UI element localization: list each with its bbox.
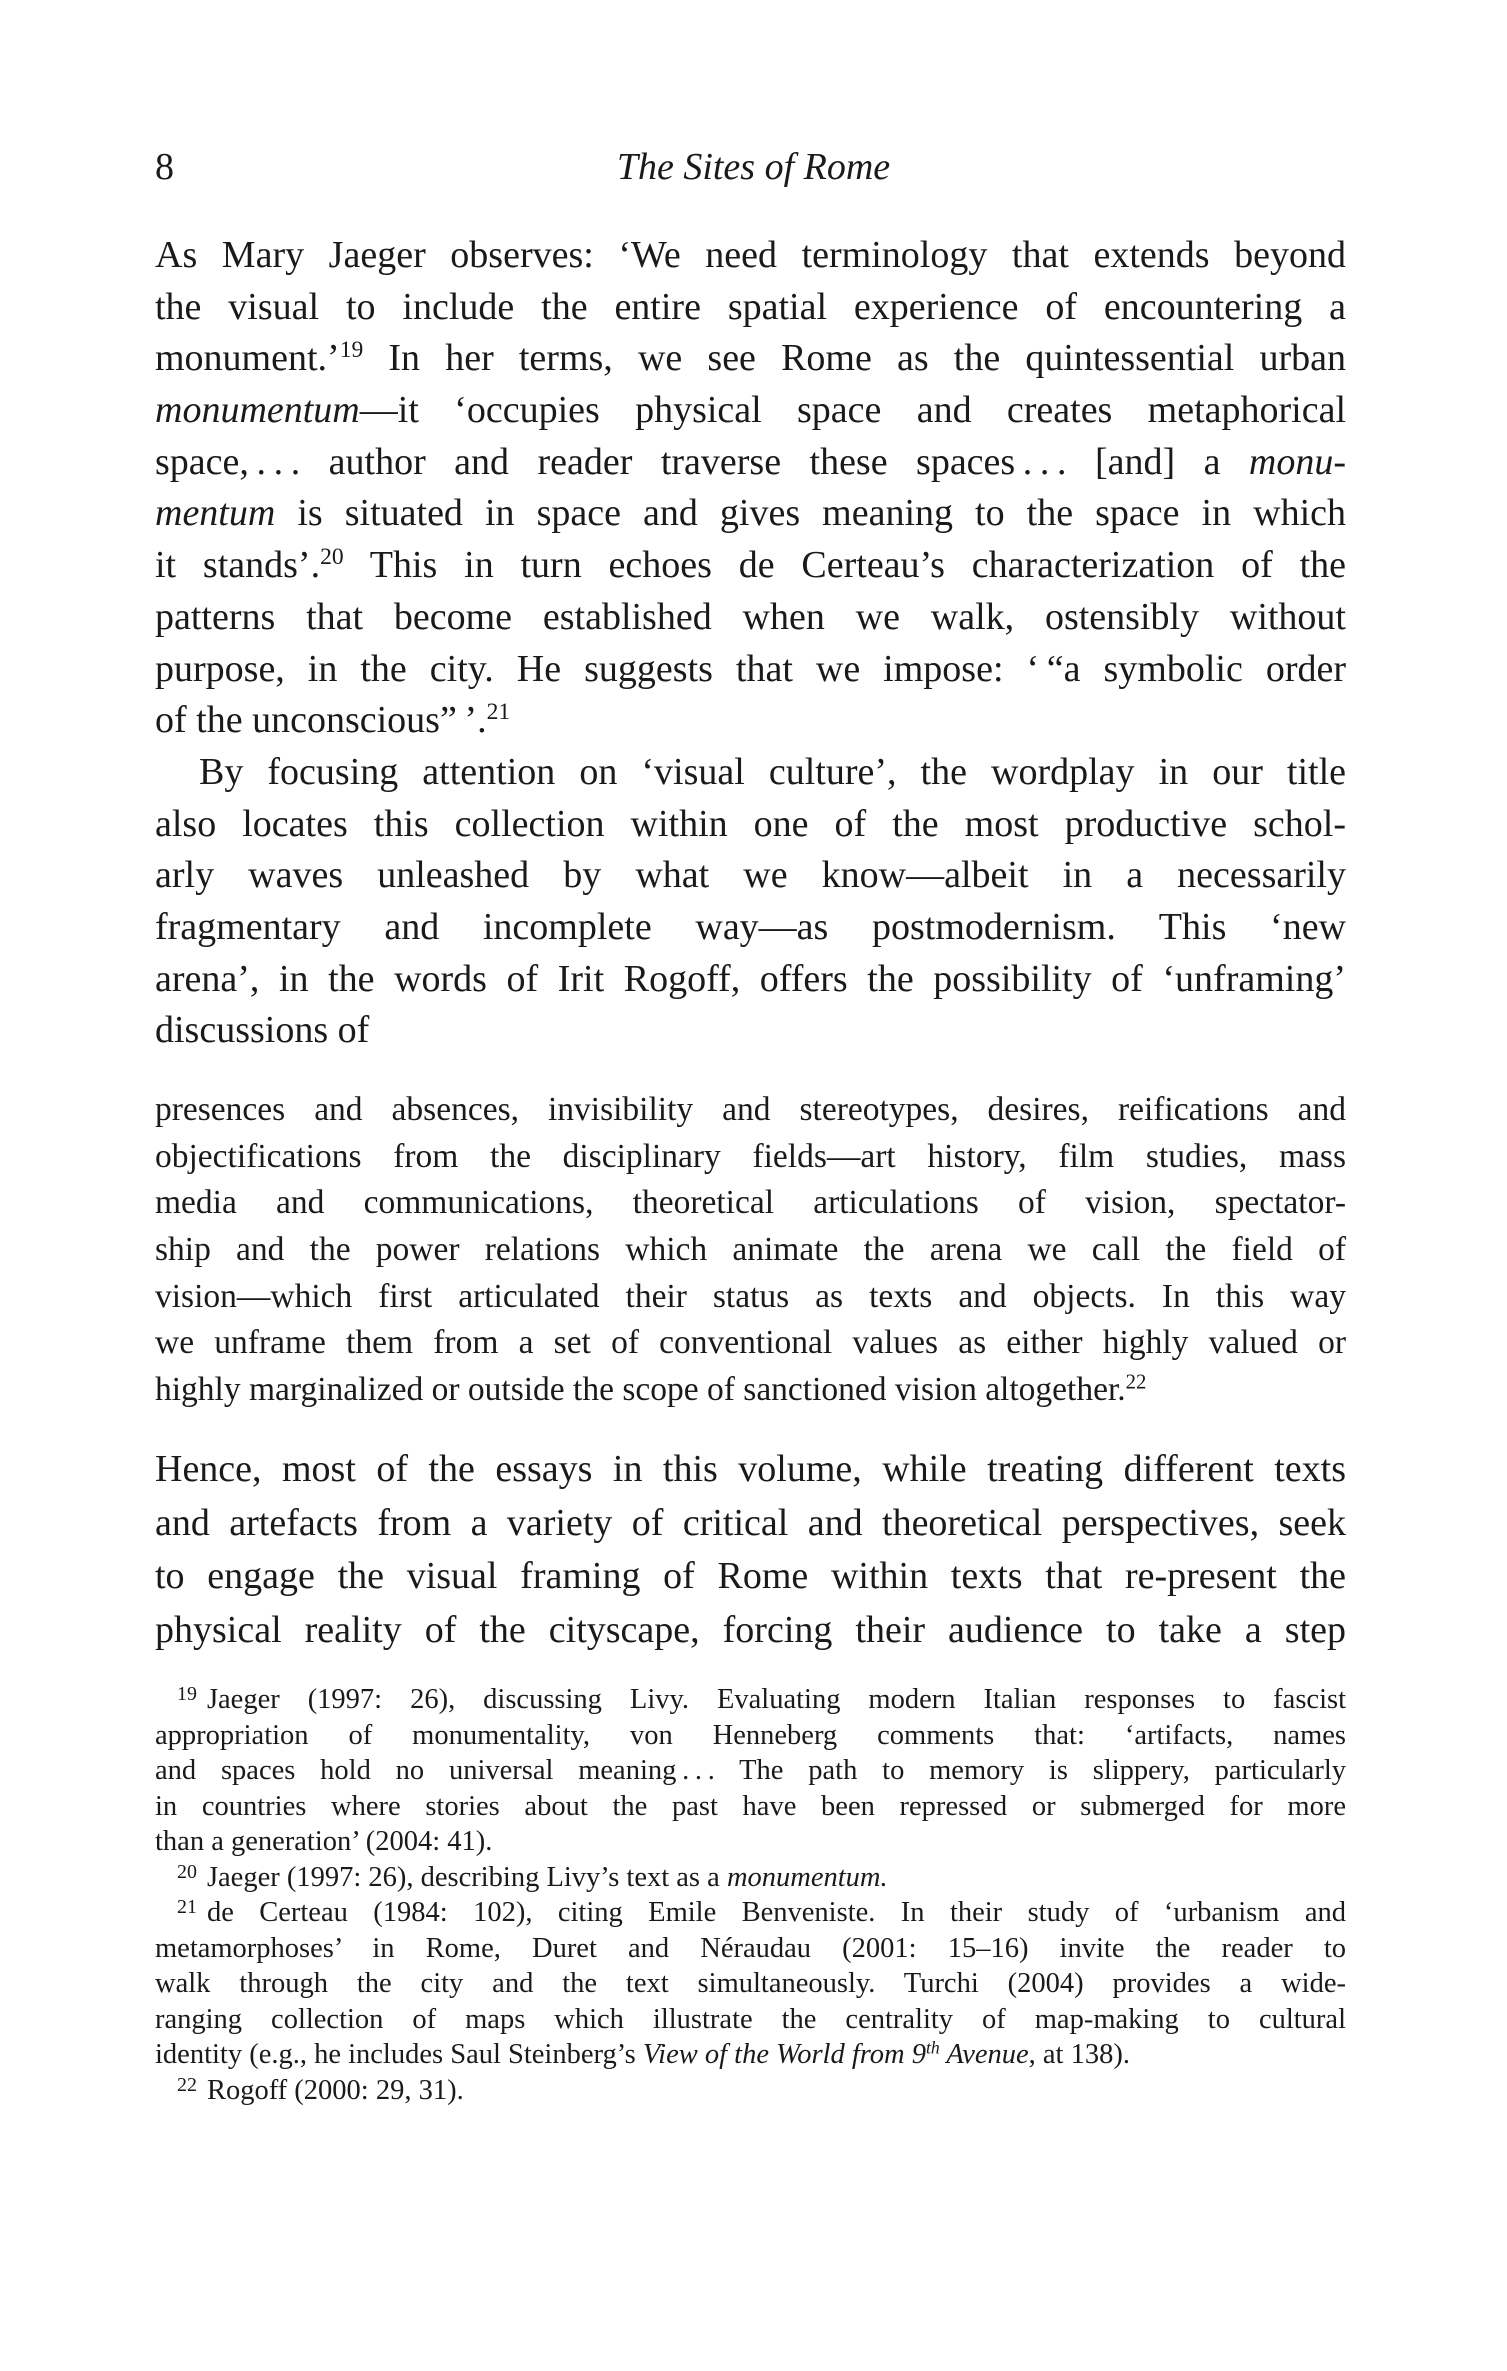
text-run: space, . . . author and reader traverse these spaces . . . [and] a [155,440,1249,483]
text-line [155,1274,1346,1321]
text-line [155,747,1346,799]
text-line [155,2002,1346,2038]
footnote-22 [155,2073,1346,2109]
text-line [155,902,1346,954]
footnote-ref: 20 [320,544,344,571]
text-line [155,1895,1346,1931]
text-run: Rogoff (2000: 29, 31). [206,2074,464,2106]
text-run: monumentum. [726,1861,888,1893]
text-line [155,1227,1346,1274]
text-run: patterns that become established when we walk, ostensibly without [155,595,1346,638]
text-line [155,1320,1346,1367]
text-run: identity (e.g., he includes Saul Steinberg’s [155,2039,643,2070]
footnote-ref: 21 [486,699,511,726]
footnote-19 [155,1682,1346,1860]
block-quote [155,1087,1346,1414]
text-line [155,1134,1346,1181]
paragraph-1 [155,230,1346,747]
footnote-number: 20 [177,1860,197,1883]
text-run: monumentum [155,389,360,432]
text-run: Jaeger (1997: 26), describing Livy’s text as a [206,1861,727,1893]
text-run: ranging collection of maps which illustrate the centrality of map-making to cultural [155,2003,1346,2035]
text-run: physical reality of the cityscape, forcing their audience to take a step [155,1608,1346,1651]
text-run: arly waves unleashed by what we know—albeit in a necessarily [155,854,1346,897]
text-line [155,1753,1346,1789]
text-line [155,1005,1346,1057]
text-line [155,2037,1346,2073]
text-line [155,2073,1346,2109]
footnote-ref: 22 [1125,1370,1147,1394]
text-line [155,1443,1346,1497]
footnote-ref: th [926,2037,940,2058]
text-line [155,695,1346,747]
text-line [155,1550,1346,1604]
text-run: media and communications, theoretical articulations of vision, spectator- [155,1184,1346,1222]
text-line [155,282,1346,334]
text-line [155,333,1346,385]
footnotes [155,1682,1346,2108]
text-run: appropriation of monumentality, von Henneberg comments that: ‘artifacts, names [155,1719,1346,1751]
text-line [155,799,1346,851]
text-line [155,1966,1346,2002]
text-run: arena’, in the words of Irit Rogoff, offers the possibility of ‘unframing’ [155,957,1346,1000]
text-run: Avenue [939,2039,1029,2070]
text-run: This in turn echoes de Certeau’s characterization of the [343,544,1347,587]
text-run: mentum [155,492,276,535]
text-run: objectifications from the disciplinary fields—art history, film studies, mass [155,1137,1346,1175]
footnote-number: 21 [177,1896,197,1919]
text-run: walk through the city and the text simultaneously. Turchi (2004) provides a wide- [155,1968,1346,1999]
text-run: we unframe them from a set of conventional values as either highly valued or [155,1324,1346,1362]
text-run: discussions of [155,1009,370,1052]
text-line [155,850,1346,902]
text-line [155,592,1346,644]
text-run: , at 138). [1028,2039,1130,2070]
text-run: of the unconscious” ’. [155,699,487,742]
text-run: and artefacts from a variety of critical and theoretical perspectives, seek [155,1501,1346,1544]
footnote-number: 22 [177,2073,197,2096]
paragraph-2 [155,747,1346,1057]
footnote-20 [155,1860,1346,1896]
text-line [155,1604,1346,1658]
text-run: than a generation’ (2004: 41). [155,1826,493,1857]
text-line [155,1789,1346,1825]
text-run: As Mary Jaeger observes: ‘We need terminology that extends beyond [155,234,1346,276]
text-run: de Certeau (1984: 102), citing Emile Benveniste. In their study of ‘urbanism and [206,1897,1346,1928]
text-line [155,1087,1346,1134]
text-run: to engage the visual framing of Rome within texts that re-present the [155,1555,1346,1598]
text-run: metamorphoses’ in Rome, Duret and Néraudau (2001: 15–16) invite the reader to [155,1932,1346,1964]
text-run: ship and the power relations which animate the arena we call the field of [155,1231,1346,1269]
text-line [155,1497,1346,1551]
text-run: is situated in space and gives meaning to the space in which [275,492,1346,535]
footnote-number: 19 [177,1683,197,1706]
text-run: in countries where stories about the past have been repressed or submerged for more [155,1790,1346,1822]
text-line [155,540,1346,592]
text-line [155,1682,1346,1718]
text-run: Jaeger (1997: 26), discussing Livy. Evaluating modern Italian responses to fascist [206,1684,1346,1715]
text-run: —it ‘occupies physical space and creates metaphorical [359,389,1346,432]
text-line [155,437,1346,489]
text-run: fragmentary and incomplete way—as postmodernism. This ‘new [155,906,1346,949]
text-line [155,1860,1346,1896]
text-run: presences and absences, invisibility and stereotypes, desires, reifications and [155,1091,1346,1128]
footnote-21 [155,1895,1346,2073]
page-number: 8 [155,146,174,188]
text-run: By focusing attention on ‘visual culture’, the wordplay in our title [199,751,1346,793]
text-line [155,954,1346,1006]
text-line [155,1718,1346,1754]
text-run: monument.’ [155,337,340,380]
text-run: and spaces hold no universal meaning . . . The path to memory is slippery, particularly [155,1755,1346,1786]
text-line [155,1824,1346,1860]
text-run: Hence, most of the essays in this volume, while treating different texts [155,1448,1346,1490]
running-title: The Sites of Rome [616,146,891,188]
text-run: monu- [1248,440,1346,483]
text-run: vision—which first articulated their status as texts and objects. In this way [155,1277,1346,1315]
text-line [155,488,1346,540]
text-line [155,1180,1346,1227]
paragraph-3 [155,1443,1346,1657]
text-line [155,385,1346,437]
text-line [155,1367,1346,1414]
text-run: also locates this collection within one of the most productive schol- [155,802,1346,845]
footnote-ref: 19 [339,337,364,364]
text-line [155,644,1346,696]
text-run: purpose, in the city. He suggests that we impose: ‘ “a symbolic order [155,647,1346,690]
text-run: View of the World from 9 [642,2039,927,2070]
text-run: it stands’. [155,544,321,587]
text-line [155,1931,1346,1967]
text-run: highly marginalized or outside the scope of sanctioned vision altogether. [155,1371,1126,1409]
text-run: In her terms, we see Rome as the quintessential urban [363,337,1346,380]
text-run: the visual to include the entire spatial experience of encountering a [155,285,1346,328]
text-line [155,230,1346,282]
